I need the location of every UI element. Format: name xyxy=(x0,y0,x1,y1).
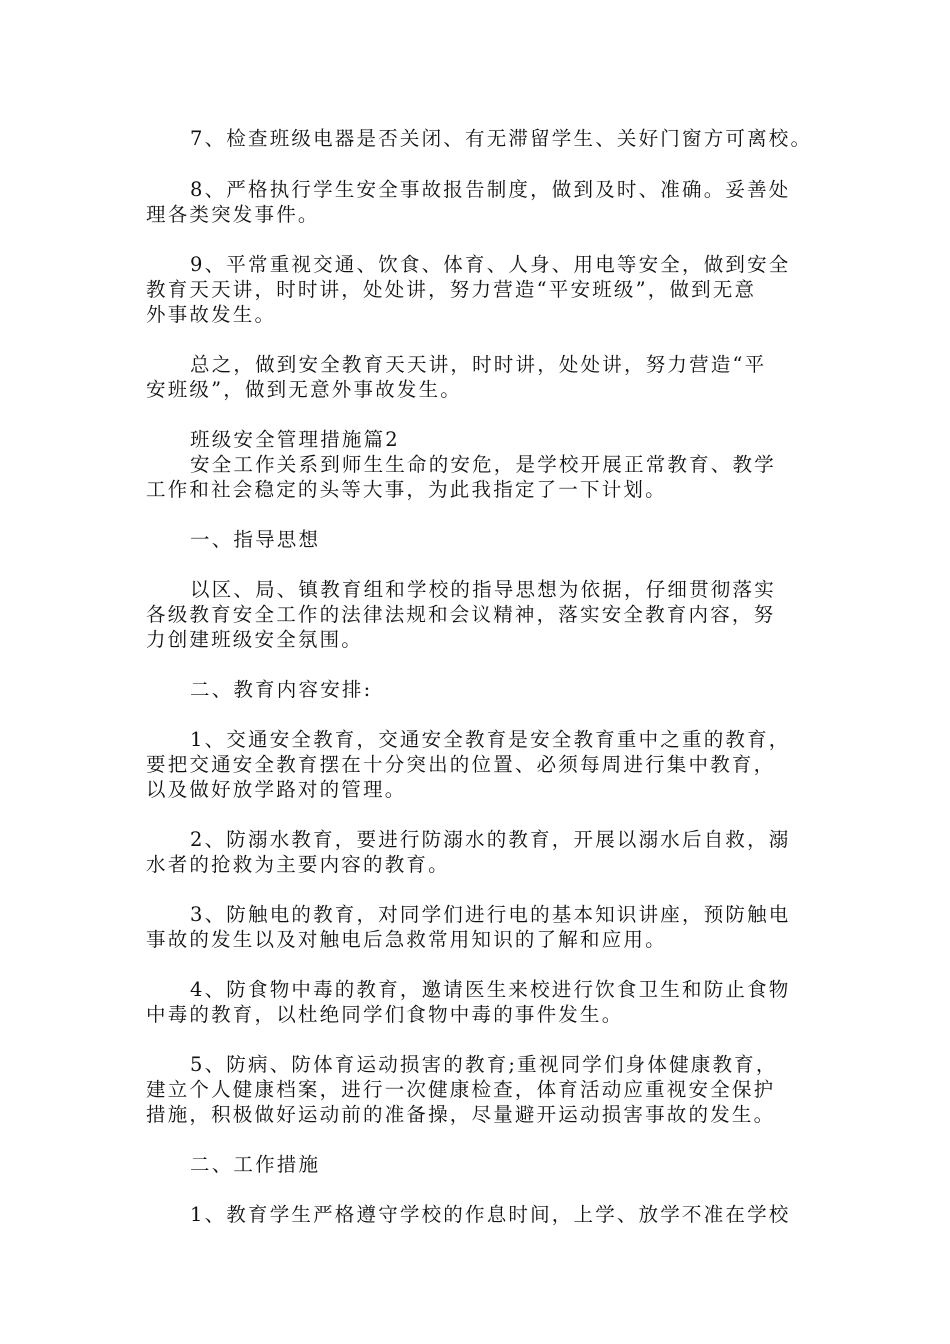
paragraph-item-8-line-1: 8、严格执行学生安全事故报告制度，做到及时、准确。妥善处 xyxy=(190,178,791,201)
edu-item-1-line-1: 1、交通安全教育，交通安全教育是安全教育重中之重的教育， xyxy=(190,728,791,751)
edu-item-5-line-3: 措施，积极做好运动前的准备操，尽量避开运动损害事故的发生。 xyxy=(146,1103,776,1126)
edu-item-1-line-3: 以及做好放学路对的管理。 xyxy=(146,778,407,801)
paragraph-item-8-line-2: 理各类突发事件。 xyxy=(146,203,320,226)
guide-line-1: 以区、局、镇教育组和学校的指导思想为依据，仔细贯彻落实 xyxy=(190,578,776,601)
edu-item-3-line-1: 3、防触电的教育，对同学们进行电的基本知识讲座，预防触电 xyxy=(190,903,791,926)
paragraph-item-9-line-2: 教育天天讲，时时讲，处处讲，努力营造“平安班级”，做到无意 xyxy=(146,278,757,301)
summary-line-2: 安班级”，做到无意外事故发生。 xyxy=(146,378,462,401)
edu-item-5-line-2: 建立个人健康档案，进行一次健康检查，体育活动应重视安全保护 xyxy=(146,1078,776,1101)
edu-item-4-line-2: 中毒的教育，以杜绝同学们食物中毒的事件发生。 xyxy=(146,1003,624,1026)
intro-line-1: 安全工作关系到师生生命的安危，是学校开展正常教育、教学 xyxy=(190,453,776,476)
intro-line-2: 工作和社会稳定的头等大事，为此我指定了一下计划。 xyxy=(146,478,667,501)
edu-item-5-line-1: 5、防病、防体育运动损害的教育;重视同学们身体健康教育， xyxy=(190,1053,778,1076)
paragraph-item-9-line-3: 外事故发生。 xyxy=(146,303,277,326)
guide-line-2: 各级教育安全工作的法律法规和会议精神，落实安全教育内容，努 xyxy=(146,603,776,626)
paragraph-item-9-line-1: 9、平常重视交通、饮食、体育、人身、用电等安全，做到安全 xyxy=(190,253,791,276)
guide-line-3: 力创建班级安全氛围。 xyxy=(146,628,364,651)
edu-item-3-line-2: 事故的发生以及对触电后急救常用知识的了解和应用。 xyxy=(146,928,667,951)
work-item-1-line-1: 1、教育学生严格遵守学校的作息时间，上学、放学不准在学校 xyxy=(190,1203,791,1226)
edu-item-2-line-1: 2、防溺水教育，要进行防溺水的教育，开展以溺水后自救，溺 xyxy=(190,828,791,851)
paragraph-item-7: 7、检查班级电器是否关闭、有无滞留学生、关好门窗方可离校。 xyxy=(190,127,813,150)
summary-line-1: 总之，做到安全教育天天讲，时时讲，处处讲，努力营造“平 xyxy=(190,353,767,376)
edu-item-1-line-2: 要把交通安全教育摆在十分突出的位置、必须每周进行集中教育， xyxy=(146,753,776,776)
heading-work-measures: 二、工作措施 xyxy=(190,1153,321,1176)
edu-item-2-line-2: 水者的抢救为主要内容的教育。 xyxy=(146,853,450,876)
heading-guiding-thought: 一、指导思想 xyxy=(190,528,321,551)
heading-education-content: 二、教育内容安排: xyxy=(190,678,373,701)
section-title: 班级安全管理措施篇2 xyxy=(190,428,400,451)
edu-item-4-line-1: 4、防食物中毒的教育，邀请医生来校进行饮食卫生和防止食物 xyxy=(190,978,791,1001)
